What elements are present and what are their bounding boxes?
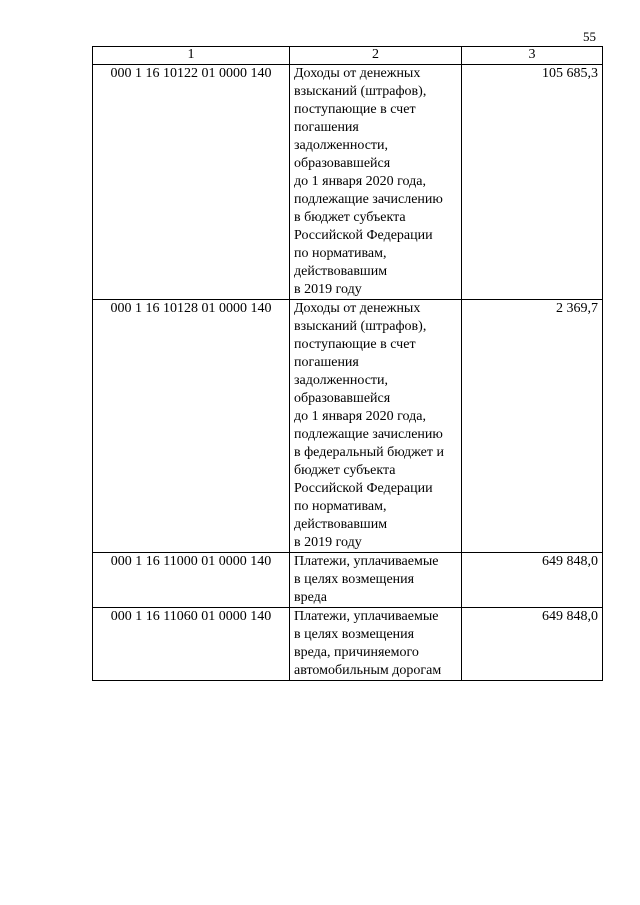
revenue-name-cell: Платежи, уплачиваемые в целях возмещения вреда, причиняемого автомобильным дорогам <box>290 608 462 681</box>
table-row <box>93 608 603 681</box>
classification-code-cell: 000 1 16 11060 01 0000 140 <box>93 608 290 681</box>
revenue-name-cell: Платежи, уплачиваемые в целях возмещения вреда <box>290 553 462 608</box>
budget-revenue-table <box>92 46 603 681</box>
table-header-row <box>93 47 603 65</box>
column-header-2: 2 <box>290 47 462 65</box>
table-row <box>93 65 603 300</box>
amount-cell: 649 848,0 <box>462 608 603 681</box>
column-header-1: 1 <box>93 47 290 65</box>
amount-cell: 2 369,7 <box>462 300 603 553</box>
revenue-name-cell: Доходы от денежных взысканий (штрафов), поступающие в счет погашения задолженности, образовавшейся до 1 января 2020 года, подлежащие зачислению в бюджет субъекта Российской Федерации по нормативам, действовавшим в 2019 году <box>290 65 462 300</box>
table-row <box>93 553 603 608</box>
classification-code-cell: 000 1 16 10122 01 0000 140 <box>93 65 290 300</box>
classification-code-cell: 000 1 16 11000 01 0000 140 <box>93 553 290 608</box>
revenue-name-cell: Доходы от денежных взысканий (штрафов), поступающие в счет погашения задолженности, образовавшейся до 1 января 2020 года, подлежащие зачислению в федеральный бюджет и бюджет субъекта Российской Федерации по нормативам, действовавшим в 2019 году <box>290 300 462 553</box>
column-header-3: 3 <box>462 47 603 65</box>
table-row <box>93 300 603 553</box>
amount-cell: 105 685,3 <box>462 65 603 300</box>
classification-code-cell: 000 1 16 10128 01 0000 140 <box>93 300 290 553</box>
amount-cell: 649 848,0 <box>462 553 603 608</box>
page-number: 55 <box>583 29 596 44</box>
